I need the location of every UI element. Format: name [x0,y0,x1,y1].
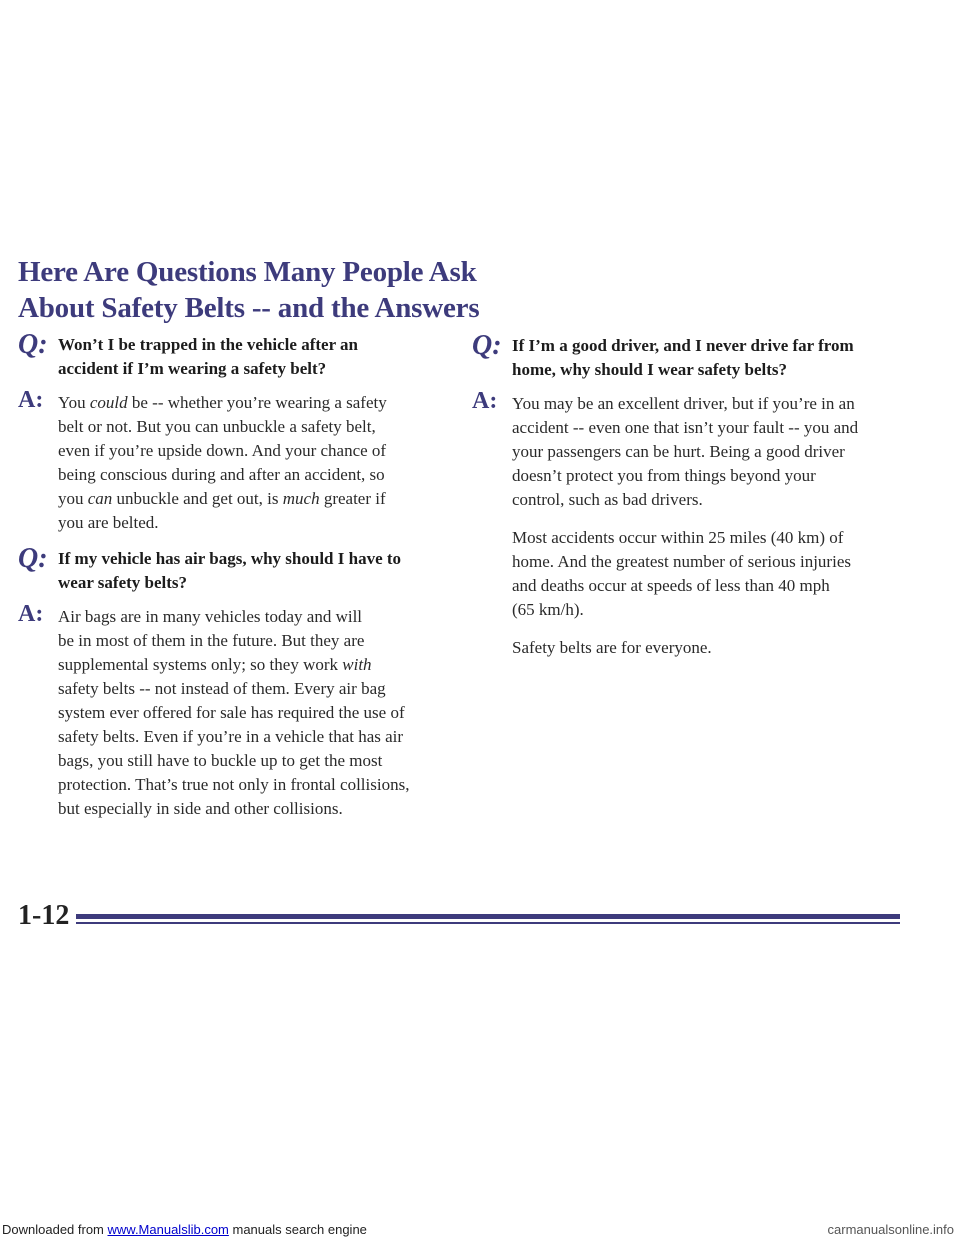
page-footer [18,900,900,940]
answer-3 [472,388,912,512]
page-number: 1-12 [18,900,70,931]
answer-marker: A: [18,601,44,627]
left-column [18,329,458,821]
answer-3-text: You may be an excellent driver, but if you’re in an accident -- even one that isn’t your fault -- you and your passengers can be hurt. Being a good driver doesn’t protect you from things beyond your control, such as bad drivers. [512,394,859,509]
download-banner [0,1216,960,1242]
manualslib-link[interactable]: www.Manualslib.com [107,1222,229,1237]
question-2 [18,543,458,595]
paragraph-everyone: Safety belts are for everyone. [512,638,712,657]
answer-1-text: You could be -- whether you’re wearing a safety belt or not. But you can unbuckle a safety belt, even if you’re upside down. And your chance of being conscious during and after an accident, so you can unbuckle and get out, is much greater if you are belted. [58,393,387,532]
right-column [472,330,912,660]
question-marker: Q: [18,543,48,574]
question-3 [472,330,912,382]
answer-2-text: Air bags are in many vehicles today and will be in most of them in the future. But they are supplemental systems only; so they work with safety belts -- not instead of them. Every air bag system ever offered for sale has required the use of safety belts. Even if you’re in a vehicle that has air bags, you still have to buckle up to get the most protection. That’s true not only in frontal collisions, but especially in side and other collisions. [58,607,410,818]
footer-rule-thin [76,922,900,924]
answer-marker: A: [18,387,44,413]
question-1-text: Won’t I be trapped in the vehicle after an accident if I’m wearing a safety belt? [58,335,359,378]
question-marker: Q: [18,329,48,360]
question-2-text: If my vehicle has air bags, why should I have to wear safety belts? [58,549,402,592]
answer-marker: A: [472,388,498,414]
section-heading [18,254,480,326]
answer-2 [18,601,458,821]
watermark-text: carmanualsonline.info [827,1222,954,1237]
paragraph-accidents: Most accidents occur within 25 miles (40 km) of home. And the greatest number of serious injuries and deaths occur at speeds of less than 40 mph (65 km/h). [512,528,851,619]
footer-rule [76,914,900,919]
heading-line-2: About Safety Belts -- and the Answers [18,292,480,324]
question-1 [18,329,458,381]
heading-line-1: Here Are Questions Many People Ask [18,256,477,288]
answer-1 [18,387,458,535]
question-marker: Q: [472,330,502,361]
question-3-text: If I’m a good driver, and I never drive far from home, why should I wear safety belts? [512,336,854,379]
download-notice: Downloaded from www.Manualslib.com manuals search engine [2,1222,367,1237]
